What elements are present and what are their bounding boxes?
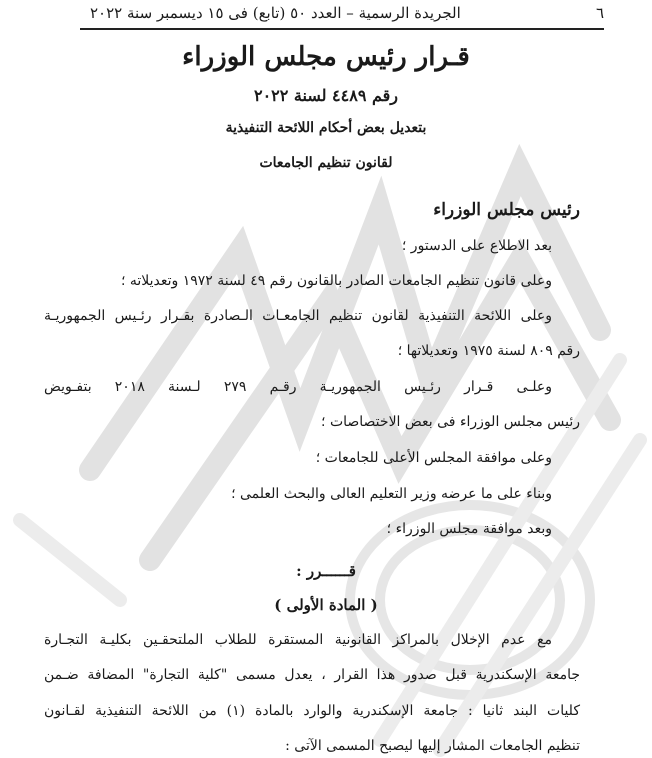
preamble-delegation-line-1: وعلـى قـرار رئـيس الجمهوريـة رقـم ٢٧٩ لـسنة ٢٠١٨ بتفـويض — [44, 379, 552, 395]
preamble-exec-regulation-line-2: رقم ٨٠٩ لسنة ١٩٧٥ وتعديلاتها ؛ — [397, 343, 580, 359]
decree-title: قـرار رئيس مجلس الوزراء — [182, 42, 470, 72]
decree-subject-line-1: بتعديل بعض أحكام اللائحة التنفيذية — [225, 120, 427, 136]
resolution-word: قــــــرر : — [296, 562, 356, 580]
article-one-line-1: مع عدم الإخلال بالمراكز القانونية المستقرة للطلاب الملتحقـين بكليـة التجـارة — [44, 632, 552, 648]
preamble-supreme-council: وعلى موافقة المجلس الأعلى للجامعات ؛ — [315, 450, 552, 466]
article-one-heading: ( المادة الأولى ) — [274, 596, 378, 614]
preamble-minister-proposal: وبناء على ما عرضه وزير التعليم العالى والبحث العلمى ؛ — [231, 486, 552, 502]
preamble-delegation-line-2: رئيس مجلس الوزراء فى بعض الاختصاصات ؛ — [321, 414, 580, 430]
preamble-exec-regulation-line-1: وعلى اللائحة التنفيذية لقانون تنظيم الجامعـات الـصادرة بقـرار رئـيس الجمهوريـة — [44, 308, 552, 324]
issuer-heading: رئيس مجلس الوزراء — [433, 200, 580, 220]
page-number: ٦ — [595, 4, 604, 22]
preamble-universities-law: وعلى قانون تنظيم الجامعات الصادر بالقانون رقم ٤٩ لسنة ١٩٧٢ وتعديلاته ؛ — [120, 273, 552, 289]
running-head-text: الجريدة الرسمية – العدد ٥٠ (تابع) فى ١٥ ديسمبر سنة ٢٠٢٢ — [90, 4, 461, 22]
article-one-line-2: جامعة الإسكندرية قبل صدور هذا القرار ، يعدل مسمى "كلية التجارة" المضافة ضـمن — [44, 667, 580, 683]
preamble-cabinet-approval: وبعد موافقة مجلس الوزراء ؛ — [386, 521, 552, 537]
decree-subject-line-2: لقانون تنظيم الجامعات — [259, 155, 393, 171]
running-header — [80, 2, 604, 30]
preamble-constitution: بعد الاطلاع على الدستور ؛ — [401, 238, 552, 254]
article-one-line-4: تنظيم الجامعات المشار إليها ليصبح المسمى الآتى : — [285, 738, 580, 754]
decree-number: رقم ٤٤٨٩ لسنة ٢٠٢٢ — [253, 86, 399, 105]
article-one-line-3: كليات البند ثانيا : جامعة الإسكندرية والوارد بالمادة (١) من اللائحة التنفيذية لقـانون — [44, 703, 580, 719]
